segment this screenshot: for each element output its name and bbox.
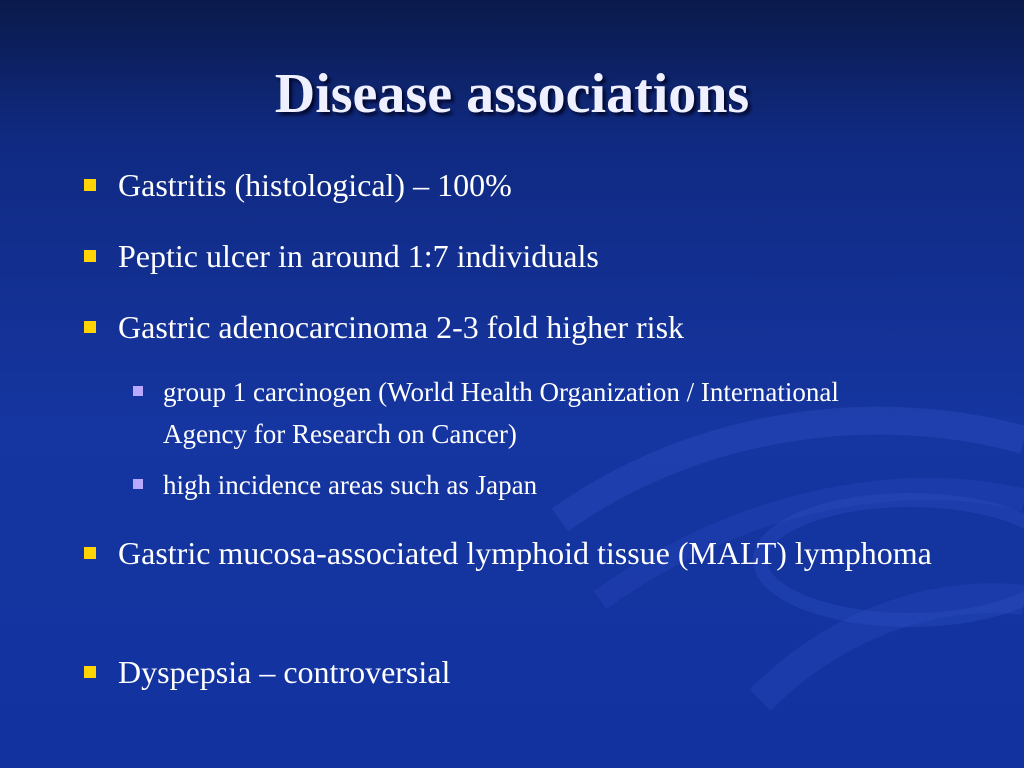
bullet-item: [118, 232, 978, 280]
square-bullet-icon: [84, 666, 96, 678]
bullet-item: [118, 648, 978, 696]
slide-title: Disease associations: [274, 63, 750, 125]
bullet-item: [118, 303, 978, 351]
square-bullet-icon: [84, 179, 96, 191]
square-sub-bullet-icon: [133, 386, 143, 396]
square-bullet-icon: [84, 547, 96, 559]
sub-bullet-item: [163, 371, 923, 455]
bullet-text: Gastric adenocarcinoma 2-3 fold higher risk: [118, 309, 685, 345]
square-bullet-icon: [84, 250, 96, 262]
square-sub-bullet-icon: [133, 479, 143, 489]
sub-bullet-item: [163, 464, 923, 506]
sub-bullet-text: high incidence areas such as Japan: [163, 470, 538, 500]
square-bullet-icon: [84, 321, 96, 333]
bullet-text: Gastric mucosa-associated lymphoid tissue (MALT) lymphoma: [118, 535, 932, 571]
sub-bullet-text: group 1 carcinogen (World Health Organization / International Agency for Research on Cancer): [163, 377, 839, 449]
bullet-text: Dyspepsia – controversial: [118, 654, 451, 690]
bullet-text: Gastritis (histological) – 100%: [118, 167, 512, 203]
bullet-item: [118, 161, 978, 209]
bullet-item: [118, 529, 978, 577]
bullet-text: Peptic ulcer in around 1:7 individuals: [118, 238, 599, 274]
